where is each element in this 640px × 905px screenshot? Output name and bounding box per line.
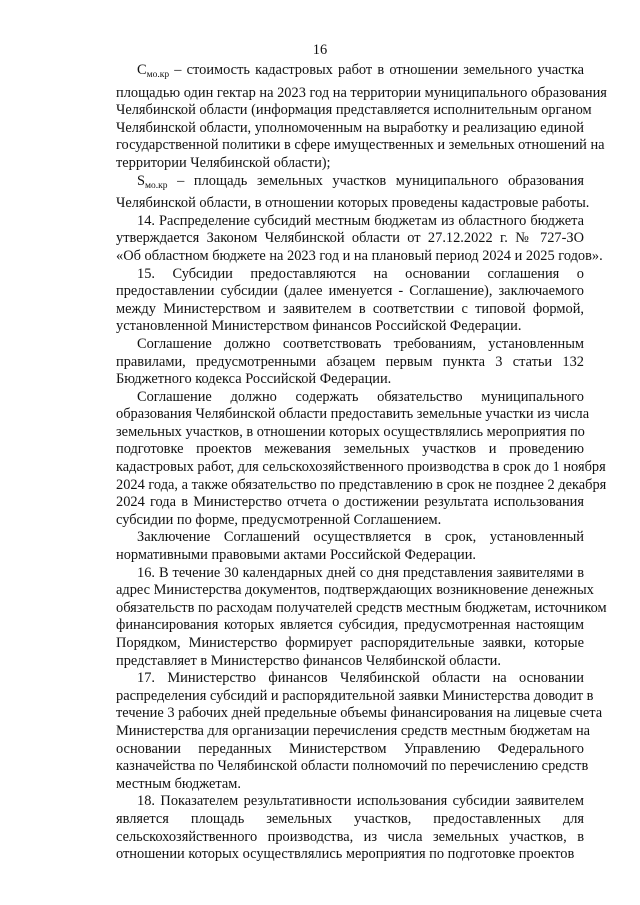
line-text: образования Челябинской области предоставить земельные участки из числа bbox=[116, 406, 590, 423]
line-text: площадью один гектар на 2023 год на территории муниципального образования bbox=[116, 84, 607, 101]
line-text: – стоимость кадастровых работ в отношении земельного участка bbox=[169, 62, 584, 78]
paragraph bbox=[116, 670, 603, 793]
text-line bbox=[116, 670, 584, 688]
line-text: отношении которых осуществлялись мероприятия по подготовке проектов bbox=[116, 846, 575, 863]
line-text: Порядком, Министерство формирует распорядительные заявки, которые bbox=[116, 635, 584, 651]
line-text: территории Челябинской области); bbox=[116, 154, 331, 171]
text-line bbox=[116, 811, 584, 829]
line-text: обязательств по расходам получателей средств местным бюджетам, источником bbox=[116, 599, 607, 616]
line-text: утверждается Законом Челябинской области от 27.12.2022 г. № 727-ЗО bbox=[116, 230, 584, 247]
paragraph bbox=[116, 172, 590, 213]
line-text: распределения субсидий и распорядительной заявки Министерства доводит в bbox=[116, 687, 594, 704]
page-number: 16 bbox=[312, 42, 328, 58]
line-text: государственной политики в сфере имущественных и земельных отношений на bbox=[116, 137, 605, 154]
paragraph bbox=[116, 388, 607, 530]
paragraph bbox=[116, 793, 584, 863]
text-line bbox=[116, 758, 589, 776]
text-line bbox=[116, 529, 584, 547]
line-text: сельскохозяйственного производства, из числа земельных участков, в bbox=[116, 828, 584, 845]
line-text: 17. Министерство финансов Челябинской области на основании bbox=[137, 670, 584, 687]
line-text: земельных участков, в отношении которых осуществлялись мероприятия по bbox=[116, 423, 585, 440]
text-line bbox=[116, 120, 584, 138]
paragraph bbox=[116, 336, 584, 389]
line-text: установленной Министерством финансов Российской Федерации. bbox=[116, 318, 522, 335]
text-line bbox=[116, 155, 584, 173]
text-line bbox=[116, 406, 590, 424]
text-line bbox=[116, 336, 584, 354]
text-line bbox=[116, 137, 605, 155]
line-text: Заключение Соглашений осуществляется в срок, установленный bbox=[137, 529, 584, 546]
line-text: 18. Показателем результативности использования субсидии заявителем bbox=[137, 793, 584, 810]
text-line bbox=[116, 722, 591, 741]
line-text: 2024 года в Министерство отчета о достижении результата использования bbox=[116, 494, 584, 511]
formula-symbol: S bbox=[137, 172, 146, 189]
text-line bbox=[116, 512, 584, 530]
formula-subscript: мо.кр bbox=[146, 70, 170, 80]
text-line bbox=[116, 102, 592, 120]
text-line bbox=[116, 635, 584, 653]
text-line bbox=[116, 582, 594, 600]
line-text: Соглашение должно содержать обязательство муниципального bbox=[137, 388, 584, 405]
text-line bbox=[116, 389, 584, 407]
text-line bbox=[116, 371, 584, 389]
text-line bbox=[116, 173, 584, 196]
text-line bbox=[116, 230, 584, 248]
text-line bbox=[116, 213, 584, 231]
line-text: Бюджетного кодекса Российской Федерации. bbox=[116, 371, 392, 388]
line-text: «Об областном бюджете на 2023 год и на плановый период 2024 и 2025 годов». bbox=[116, 247, 603, 264]
text-line bbox=[116, 829, 584, 847]
text-line bbox=[116, 424, 584, 442]
text-line bbox=[116, 599, 607, 618]
paragraph bbox=[116, 62, 607, 173]
text-line bbox=[116, 653, 584, 671]
line-text: Челябинской области, в отношении которых проведены кадастровые работы. bbox=[116, 195, 590, 212]
line-text: Челябинской области, уполномоченным на выработку и реализацию единой bbox=[116, 119, 584, 136]
text-line bbox=[116, 195, 590, 213]
text-line bbox=[116, 266, 584, 284]
paragraph bbox=[116, 266, 584, 336]
formula-symbol: С bbox=[137, 62, 147, 78]
text-line bbox=[116, 565, 584, 583]
text-line bbox=[116, 705, 603, 723]
paragraph bbox=[116, 529, 584, 564]
text-line bbox=[116, 283, 584, 301]
text-line bbox=[116, 301, 584, 319]
line-text: местным бюджетам. bbox=[116, 775, 241, 792]
text-line bbox=[116, 459, 606, 477]
text-line bbox=[116, 776, 584, 794]
line-text: предоставлении субсидии (далее именуется - Соглашение), заключаемого bbox=[116, 283, 584, 300]
line-text: – площадь земельных участков муниципального образования bbox=[167, 172, 584, 189]
line-text: адрес Министерства документов, подтверждающих возникновение денежных bbox=[116, 582, 594, 599]
text-line bbox=[116, 62, 584, 85]
text-line bbox=[116, 687, 594, 706]
text-line bbox=[116, 617, 584, 635]
text-line bbox=[116, 494, 584, 512]
paragraph bbox=[116, 564, 607, 671]
line-text: 14. Распределение субсидий местным бюджетам из областного бюджета bbox=[137, 212, 584, 229]
line-text: представляет в Министерство финансов Челябинской области. bbox=[116, 652, 501, 669]
paragraph bbox=[116, 212, 603, 266]
line-text: Соглашение должно соответствовать требованиям, установленным bbox=[137, 335, 584, 352]
line-text: Челябинской области (информация представляется исполнительным органом bbox=[116, 102, 592, 119]
line-text: 15. Субсидии предоставляются на основании соглашения о bbox=[137, 265, 584, 282]
text-line bbox=[116, 354, 584, 372]
text-line bbox=[116, 846, 584, 864]
line-text: субсидии по форме, предусмотренной Соглашением. bbox=[116, 511, 442, 528]
line-text: нормативными правовыми актами Российской Федерации. bbox=[116, 547, 477, 564]
text-line bbox=[116, 793, 584, 811]
document-body bbox=[116, 62, 607, 864]
line-text: 16. В течение 30 календарных дней со дня представления заявителями в bbox=[137, 564, 584, 581]
line-text: течение 3 рабочих дней предельные объемы финансирования на лицевые счета bbox=[116, 705, 603, 722]
line-text: казначейства по Челябинской области полномочий по перечислению средств bbox=[116, 758, 589, 775]
line-text: финансирования которых является субсидия, предусмотренная настоящим bbox=[116, 617, 584, 634]
formula-subscript: мо.кр bbox=[145, 180, 168, 191]
line-text: Министерства для организации перечисления средств местным бюджетам на bbox=[116, 722, 591, 739]
line-text: подготовке проектов межевания земельных участков и проведению bbox=[116, 441, 584, 458]
text-line bbox=[116, 247, 603, 266]
text-line bbox=[116, 318, 584, 336]
line-text: кадастровых работ, для сельскохозяйственного производства в срок до 1 ноября bbox=[116, 459, 606, 476]
text-line bbox=[116, 547, 584, 565]
line-text: между Министерством и заявителем в соответствии с типовой формой, bbox=[116, 300, 584, 317]
text-line bbox=[116, 741, 584, 759]
text-line bbox=[116, 441, 584, 459]
line-text: правилами, предусмотренными абзацем первым пункта 3 статьи 132 bbox=[116, 353, 584, 370]
text-line bbox=[116, 84, 607, 103]
line-text: является площадь земельных участков, предоставленных для bbox=[116, 810, 584, 827]
text-line bbox=[116, 476, 607, 495]
line-text: основании переданных Министерством Управлению Федерального bbox=[116, 740, 584, 757]
line-text: 2024 года, а также обязательство по представлению в срок не позднее 2 декабря bbox=[116, 476, 607, 493]
